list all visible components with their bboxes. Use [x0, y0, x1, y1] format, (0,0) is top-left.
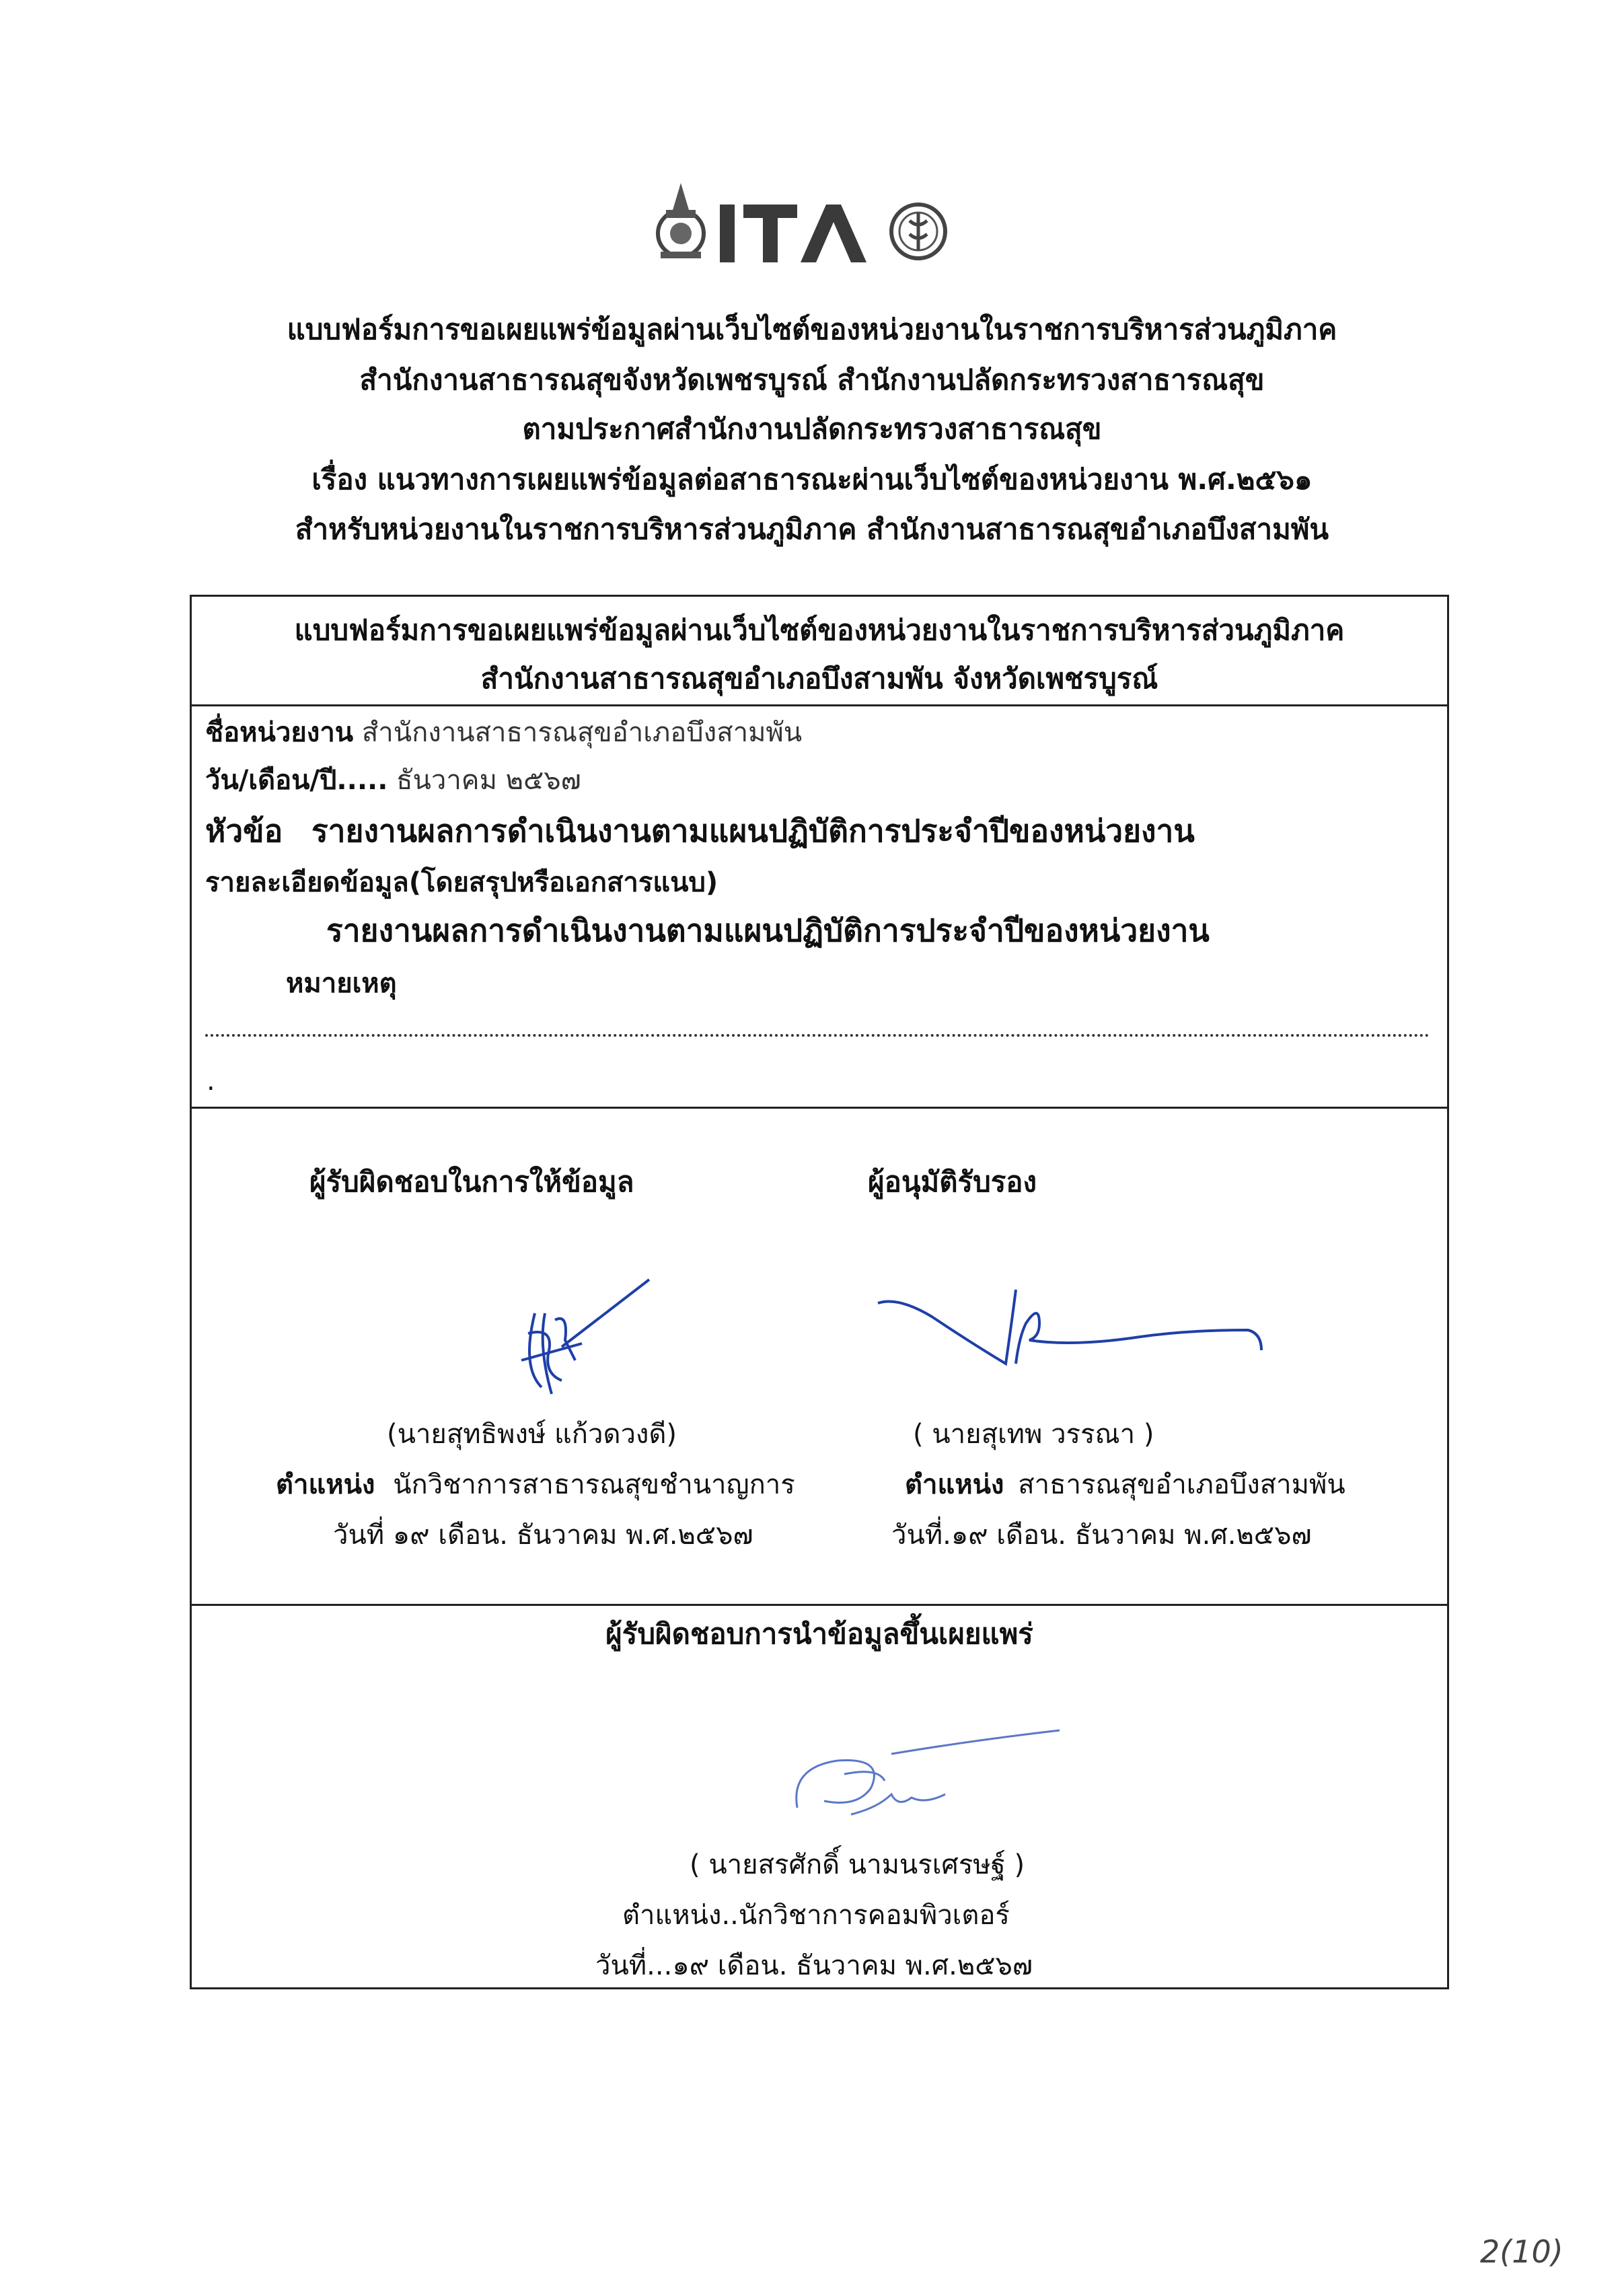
provider-date: วันที่ ๑๙ เดือน. ธันวาคม พ.ศ.๒๕๖๗	[333, 1520, 753, 1551]
date-row	[205, 760, 581, 801]
note-dot: .	[207, 1066, 215, 1097]
provider-position-value: นักวิชาการสาธารณสุขชำนาญการ	[393, 1469, 795, 1500]
divider	[192, 1107, 1447, 1109]
header-line-3: ตามประกาศสำนักงานปลัดกระทรวงสาธารณสุข	[522, 412, 1102, 445]
page-note: 2(10)	[1480, 2234, 1563, 2270]
date-value: ธันวาคม ๒๕๖๗	[396, 765, 581, 796]
header-line-2: สำนักงานสาธารณสุขจังหวัดเพชรบูรณ์ สำนักงานปลัดกระทรวงสาธารณสุข	[359, 363, 1265, 396]
header-line-1: แบบฟอร์มการขอเผยแพร่ข้อมูลผ่านเว็บไซต์ของหน่วยงานในราชการบริหารส่วนภูมิภาค	[287, 313, 1337, 346]
divider	[192, 1604, 1447, 1606]
header-line-4: เรื่อง แนวทางการเผยแพร่ข้อมูลต่อสาธารณะผ่านเว็บไซต์ของหน่วยงาน พ.ศ.๒๕๖๑	[311, 463, 1313, 496]
publisher-date: วันที่...๑๙ เดือน. ธันวาคม พ.ศ.๒๕๖๗	[595, 1950, 1033, 1981]
header-line-5: สำหรับหน่วยงานในราชการบริหารส่วนภูมิภาค สำนักงานสาธารณสุขอำเภอบึงสามพัน	[295, 513, 1329, 546]
detail-label: รายละเอียดข้อมูล(โดยสรุปหรือเอกสารแนบ)	[205, 867, 718, 898]
provider-name: (นายสุทธิพงษ์ แก้วดวงดี)	[387, 1419, 677, 1450]
provider-position-label: ตำแหน่ง	[276, 1469, 375, 1500]
date-label: วัน/เดือน/ปี.....	[205, 765, 388, 796]
form-title-line-1: แบบฟอร์มการขอเผยแพร่ข้อมูลผ่านเว็บไซต์ของหน่วยงานในราชการบริหารส่วนภูมิภาค	[294, 614, 1345, 647]
approver-signature	[871, 1276, 1275, 1377]
unit-row	[205, 712, 802, 753]
approver-title: ผู้อนุมัติรับรอง	[868, 1165, 1037, 1198]
unit-label: ชื่อหน่วยงาน	[205, 717, 354, 748]
topic-label: หัวข้อ	[205, 813, 283, 849]
provider-signature	[481, 1273, 656, 1407]
detail-value: รายงานผลการดำเนินงานตามแผนปฏิบัติการประจำปีของหน่วยงาน	[326, 912, 1210, 949]
publisher-signature	[784, 1727, 1066, 1835]
ita-logo	[646, 170, 962, 267]
approver-position-value: สาธารณสุขอำเภอบึงสามพัน	[1018, 1469, 1345, 1500]
approver-position-label: ตำแหน่ง	[905, 1469, 1004, 1500]
divider	[192, 704, 1447, 706]
approver-name: ( นายสุเทพ วรรณา )	[913, 1419, 1154, 1450]
ministry-emblem-icon	[658, 183, 704, 258]
form-table	[190, 595, 1449, 1989]
provider-title: ผู้รับผิดชอบในการให้ข้อมูล	[309, 1165, 634, 1198]
approver-position	[905, 1465, 1345, 1505]
publisher-position: ตำแหน่ง..นักวิชาการคอมพิวเตอร์	[622, 1900, 1010, 1931]
note-dotted-line	[205, 1034, 1430, 1037]
publisher-title: ผู้รับผิดชอบการนำข้อมูลขึ้นเผยแพร่	[605, 1617, 1033, 1650]
approver-date: วันที่.๑๙ เดือน. ธันวาคม พ.ศ.๒๕๖๗	[891, 1520, 1312, 1551]
ita-wordmark	[720, 205, 866, 262]
publisher-name: ( นายสรศักดิ์ นามนรเศรษฐ์ )	[690, 1849, 1025, 1880]
provider-position	[276, 1465, 795, 1505]
topic-value: รายงานผลการดำเนินงานตามแผนปฏิบัติการประจำปีของหน่วยงาน	[311, 813, 1195, 849]
note-label: หมายเหตุ	[286, 968, 397, 999]
unit-value: สำนักงานสาธารณสุขอำเภอบึงสามพัน	[361, 717, 803, 748]
moph-emblem-icon	[891, 205, 945, 258]
topic-row	[205, 811, 1195, 853]
form-title-line-2: สำนักงานสาธารณสุขอำเภอบึงสามพัน จังหวัดเพชรบูรณ์	[480, 662, 1158, 695]
